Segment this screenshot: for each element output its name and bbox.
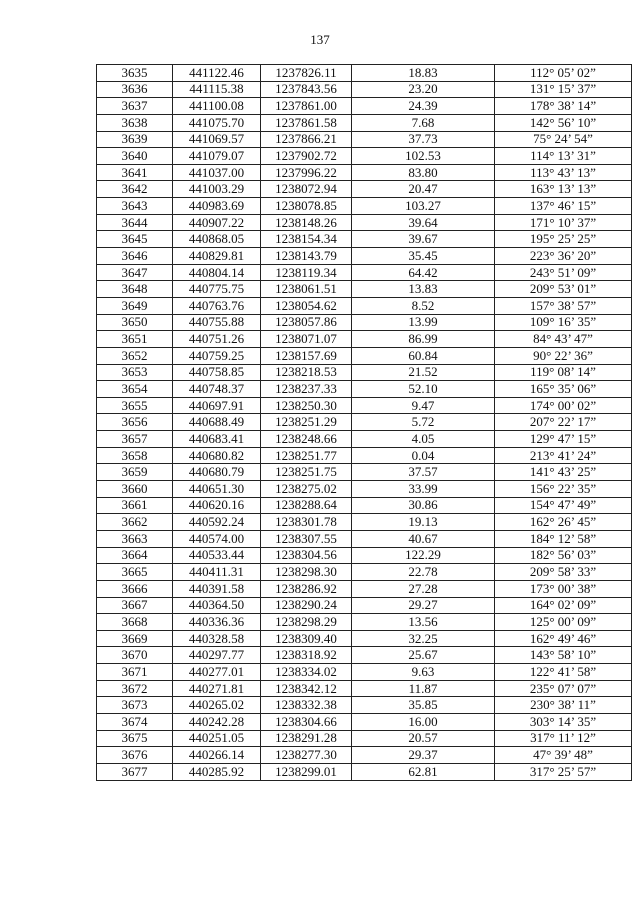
point-number-cell: 3635 <box>97 65 173 82</box>
point-number-cell: 3641 <box>97 164 173 181</box>
table-row <box>97 65 632 82</box>
table-row <box>97 148 632 165</box>
bearing-cell: 182° 56’ 03” <box>495 547 632 564</box>
bearing-cell: 230° 38’ 11” <box>495 697 632 714</box>
table-row <box>97 381 632 398</box>
bearing-cell: 171° 10’ 37” <box>495 214 632 231</box>
table-row <box>97 514 632 531</box>
distance-cell: 122.29 <box>352 547 495 564</box>
table-row <box>97 680 632 697</box>
distance-cell: 33.99 <box>352 481 495 498</box>
y-coordinate-cell: 1237996.22 <box>261 164 352 181</box>
point-number-cell: 3648 <box>97 281 173 298</box>
table-row <box>97 114 632 131</box>
bearing-cell: 243° 51’ 09” <box>495 264 632 281</box>
table-row <box>97 713 632 730</box>
distance-cell: 60.84 <box>352 347 495 364</box>
distance-cell: 52.10 <box>352 381 495 398</box>
x-coordinate-cell: 441037.00 <box>173 164 261 181</box>
distance-cell: 11.87 <box>352 680 495 697</box>
distance-cell: 103.27 <box>352 198 495 215</box>
table-row <box>97 397 632 414</box>
point-number-cell: 3671 <box>97 664 173 681</box>
y-coordinate-cell: 1238304.56 <box>261 547 352 564</box>
point-number-cell: 3643 <box>97 198 173 215</box>
distance-cell: 39.67 <box>352 231 495 248</box>
y-coordinate-cell: 1238275.02 <box>261 481 352 498</box>
point-number-cell: 3650 <box>97 314 173 331</box>
point-number-cell: 3636 <box>97 81 173 98</box>
point-number-cell: 3654 <box>97 381 173 398</box>
x-coordinate-cell: 441115.38 <box>173 81 261 98</box>
bearing-cell: 122° 41’ 58” <box>495 664 632 681</box>
x-coordinate-cell: 441122.46 <box>173 65 261 82</box>
bearing-cell: 154° 47’ 49” <box>495 497 632 514</box>
bearing-cell: 125° 00’ 09” <box>495 614 632 631</box>
y-coordinate-cell: 1238277.30 <box>261 747 352 764</box>
bearing-cell: 235° 07’ 07” <box>495 680 632 697</box>
y-coordinate-cell: 1238237.33 <box>261 381 352 398</box>
distance-cell: 20.57 <box>352 730 495 747</box>
x-coordinate-cell: 441075.70 <box>173 114 261 131</box>
bearing-cell: 303° 14’ 35” <box>495 713 632 730</box>
bearing-cell: 162° 49’ 46” <box>495 630 632 647</box>
y-coordinate-cell: 1238307.55 <box>261 530 352 547</box>
table-row <box>97 297 632 314</box>
point-number-cell: 3647 <box>97 264 173 281</box>
point-number-cell: 3653 <box>97 364 173 381</box>
x-coordinate-cell: 440297.77 <box>173 647 261 664</box>
table-row <box>97 763 632 780</box>
table-row <box>97 647 632 664</box>
y-coordinate-cell: 1238072.94 <box>261 181 352 198</box>
bearing-cell: 209° 53’ 01” <box>495 281 632 298</box>
bearing-cell: 114° 13’ 31” <box>495 148 632 165</box>
distance-cell: 19.13 <box>352 514 495 531</box>
x-coordinate-cell: 440755.88 <box>173 314 261 331</box>
y-coordinate-cell: 1238291.28 <box>261 730 352 747</box>
point-number-cell: 3673 <box>97 697 173 714</box>
point-number-cell: 3646 <box>97 248 173 265</box>
point-number-cell: 3669 <box>97 630 173 647</box>
y-coordinate-cell: 1238154.34 <box>261 231 352 248</box>
distance-cell: 37.57 <box>352 464 495 481</box>
distance-cell: 102.53 <box>352 148 495 165</box>
table-row <box>97 447 632 464</box>
distance-cell: 5.72 <box>352 414 495 431</box>
table-row <box>97 747 632 764</box>
bearing-cell: 47° 39’ 48” <box>495 747 632 764</box>
bearing-cell: 129° 47’ 15” <box>495 431 632 448</box>
coordinate-table <box>96 64 632 781</box>
y-coordinate-cell: 1237902.72 <box>261 148 352 165</box>
x-coordinate-cell: 440242.28 <box>173 713 261 730</box>
y-coordinate-cell: 1238071.07 <box>261 331 352 348</box>
table-row <box>97 81 632 98</box>
x-coordinate-cell: 440411.31 <box>173 564 261 581</box>
coordinate-table-body <box>97 65 632 781</box>
table-row <box>97 131 632 148</box>
bearing-cell: 142° 56’ 10” <box>495 114 632 131</box>
x-coordinate-cell: 440651.30 <box>173 481 261 498</box>
bearing-cell: 156° 22’ 35” <box>495 481 632 498</box>
point-number-cell: 3658 <box>97 447 173 464</box>
y-coordinate-cell: 1238251.77 <box>261 447 352 464</box>
distance-cell: 23.20 <box>352 81 495 98</box>
table-row <box>97 281 632 298</box>
table-row <box>97 314 632 331</box>
x-coordinate-cell: 440265.02 <box>173 697 261 714</box>
point-number-cell: 3661 <box>97 497 173 514</box>
distance-cell: 4.05 <box>352 431 495 448</box>
x-coordinate-cell: 440251.05 <box>173 730 261 747</box>
distance-cell: 21.52 <box>352 364 495 381</box>
x-coordinate-cell: 440574.00 <box>173 530 261 547</box>
table-row <box>97 497 632 514</box>
y-coordinate-cell: 1238248.66 <box>261 431 352 448</box>
table-row <box>97 347 632 364</box>
x-coordinate-cell: 441100.08 <box>173 98 261 115</box>
y-coordinate-cell: 1238286.92 <box>261 580 352 597</box>
point-number-cell: 3664 <box>97 547 173 564</box>
distance-cell: 13.56 <box>352 614 495 631</box>
bearing-cell: 163° 13’ 13” <box>495 181 632 198</box>
y-coordinate-cell: 1237843.56 <box>261 81 352 98</box>
point-number-cell: 3668 <box>97 614 173 631</box>
bearing-cell: 213° 41’ 24” <box>495 447 632 464</box>
point-number-cell: 3677 <box>97 763 173 780</box>
table-row <box>97 730 632 747</box>
point-number-cell: 3649 <box>97 297 173 314</box>
y-coordinate-cell: 1238143.79 <box>261 248 352 265</box>
distance-cell: 86.99 <box>352 331 495 348</box>
x-coordinate-cell: 440983.69 <box>173 198 261 215</box>
y-coordinate-cell: 1238251.29 <box>261 414 352 431</box>
y-coordinate-cell: 1238309.40 <box>261 630 352 647</box>
x-coordinate-cell: 441079.07 <box>173 148 261 165</box>
distance-cell: 13.83 <box>352 281 495 298</box>
distance-cell: 64.42 <box>352 264 495 281</box>
x-coordinate-cell: 440680.79 <box>173 464 261 481</box>
distance-cell: 32.25 <box>352 630 495 647</box>
table-row <box>97 248 632 265</box>
y-coordinate-cell: 1238078.85 <box>261 198 352 215</box>
distance-cell: 29.37 <box>352 747 495 764</box>
distance-cell: 29.27 <box>352 597 495 614</box>
y-coordinate-cell: 1238157.69 <box>261 347 352 364</box>
point-number-cell: 3675 <box>97 730 173 747</box>
x-coordinate-cell: 440748.37 <box>173 381 261 398</box>
table-row <box>97 614 632 631</box>
bearing-cell: 207° 22’ 17” <box>495 414 632 431</box>
point-number-cell: 3663 <box>97 530 173 547</box>
x-coordinate-cell: 440775.75 <box>173 281 261 298</box>
bearing-cell: 112° 05’ 02” <box>495 65 632 82</box>
point-number-cell: 3645 <box>97 231 173 248</box>
table-row <box>97 98 632 115</box>
x-coordinate-cell: 440907.22 <box>173 214 261 231</box>
y-coordinate-cell: 1237866.21 <box>261 131 352 148</box>
table-row <box>97 164 632 181</box>
point-number-cell: 3665 <box>97 564 173 581</box>
bearing-cell: 209° 58’ 33” <box>495 564 632 581</box>
y-coordinate-cell: 1238304.66 <box>261 713 352 730</box>
x-coordinate-cell: 440751.26 <box>173 331 261 348</box>
bearing-cell: 164° 02’ 09” <box>495 597 632 614</box>
x-coordinate-cell: 440328.58 <box>173 630 261 647</box>
x-coordinate-cell: 440277.01 <box>173 664 261 681</box>
y-coordinate-cell: 1238218.53 <box>261 364 352 381</box>
distance-cell: 40.67 <box>352 530 495 547</box>
x-coordinate-cell: 440364.50 <box>173 597 261 614</box>
x-coordinate-cell: 440533.44 <box>173 547 261 564</box>
y-coordinate-cell: 1238318.92 <box>261 647 352 664</box>
bearing-cell: 184° 12’ 58” <box>495 530 632 547</box>
bearing-cell: 137° 46’ 15” <box>495 198 632 215</box>
point-number-cell: 3640 <box>97 148 173 165</box>
table-row <box>97 231 632 248</box>
bearing-cell: 119° 08’ 14” <box>495 364 632 381</box>
bearing-cell: 90° 22’ 36” <box>495 347 632 364</box>
table-row <box>97 530 632 547</box>
distance-cell: 9.47 <box>352 397 495 414</box>
y-coordinate-cell: 1237861.58 <box>261 114 352 131</box>
distance-cell: 22.78 <box>352 564 495 581</box>
bearing-cell: 178° 38’ 14” <box>495 98 632 115</box>
x-coordinate-cell: 440683.41 <box>173 431 261 448</box>
x-coordinate-cell: 440620.16 <box>173 497 261 514</box>
x-coordinate-cell: 440688.49 <box>173 414 261 431</box>
bearing-cell: 75° 24’ 54” <box>495 131 632 148</box>
y-coordinate-cell: 1238332.38 <box>261 697 352 714</box>
distance-cell: 35.45 <box>352 248 495 265</box>
y-coordinate-cell: 1238061.51 <box>261 281 352 298</box>
table-row <box>97 481 632 498</box>
distance-cell: 37.73 <box>352 131 495 148</box>
point-number-cell: 3660 <box>97 481 173 498</box>
y-coordinate-cell: 1238054.62 <box>261 297 352 314</box>
distance-cell: 35.85 <box>352 697 495 714</box>
point-number-cell: 3644 <box>97 214 173 231</box>
y-coordinate-cell: 1238250.30 <box>261 397 352 414</box>
distance-cell: 83.80 <box>352 164 495 181</box>
bearing-cell: 195° 25’ 25” <box>495 231 632 248</box>
bearing-cell: 141° 43’ 25” <box>495 464 632 481</box>
table-row <box>97 264 632 281</box>
x-coordinate-cell: 441003.29 <box>173 181 261 198</box>
y-coordinate-cell: 1237861.00 <box>261 98 352 115</box>
table-row <box>97 331 632 348</box>
distance-cell: 30.86 <box>352 497 495 514</box>
x-coordinate-cell: 440266.14 <box>173 747 261 764</box>
table-row <box>97 198 632 215</box>
distance-cell: 62.81 <box>352 763 495 780</box>
y-coordinate-cell: 1238251.75 <box>261 464 352 481</box>
point-number-cell: 3662 <box>97 514 173 531</box>
y-coordinate-cell: 1238298.30 <box>261 564 352 581</box>
x-coordinate-cell: 440868.05 <box>173 231 261 248</box>
point-number-cell: 3638 <box>97 114 173 131</box>
distance-cell: 7.68 <box>352 114 495 131</box>
point-number-cell: 3674 <box>97 713 173 730</box>
bearing-cell: 157° 38’ 57” <box>495 297 632 314</box>
table-row <box>97 580 632 597</box>
table-row <box>97 597 632 614</box>
bearing-cell: 165° 35’ 06” <box>495 381 632 398</box>
table-row <box>97 547 632 564</box>
y-coordinate-cell: 1238342.12 <box>261 680 352 697</box>
bearing-cell: 143° 58’ 10” <box>495 647 632 664</box>
point-number-cell: 3657 <box>97 431 173 448</box>
x-coordinate-cell: 440763.76 <box>173 297 261 314</box>
point-number-cell: 3639 <box>97 131 173 148</box>
point-number-cell: 3670 <box>97 647 173 664</box>
distance-cell: 39.64 <box>352 214 495 231</box>
x-coordinate-cell: 440285.92 <box>173 763 261 780</box>
y-coordinate-cell: 1238119.34 <box>261 264 352 281</box>
y-coordinate-cell: 1238334.02 <box>261 664 352 681</box>
table-row <box>97 414 632 431</box>
point-number-cell: 3659 <box>97 464 173 481</box>
table-row <box>97 181 632 198</box>
bearing-cell: 173° 00’ 38” <box>495 580 632 597</box>
x-coordinate-cell: 440336.36 <box>173 614 261 631</box>
y-coordinate-cell: 1238298.29 <box>261 614 352 631</box>
y-coordinate-cell: 1238299.01 <box>261 763 352 780</box>
bearing-cell: 223° 36’ 20” <box>495 248 632 265</box>
x-coordinate-cell: 441069.57 <box>173 131 261 148</box>
page-number: 137 <box>310 32 330 47</box>
distance-cell: 13.99 <box>352 314 495 331</box>
point-number-cell: 3651 <box>97 331 173 348</box>
point-number-cell: 3637 <box>97 98 173 115</box>
point-number-cell: 3656 <box>97 414 173 431</box>
y-coordinate-cell: 1238301.78 <box>261 514 352 531</box>
x-coordinate-cell: 440804.14 <box>173 264 261 281</box>
x-coordinate-cell: 440697.91 <box>173 397 261 414</box>
bearing-cell: 174° 00’ 02” <box>495 397 632 414</box>
y-coordinate-cell: 1237826.11 <box>261 65 352 82</box>
distance-cell: 18.83 <box>352 65 495 82</box>
distance-cell: 0.04 <box>352 447 495 464</box>
bearing-cell: 317° 25’ 57” <box>495 763 632 780</box>
point-number-cell: 3666 <box>97 580 173 597</box>
x-coordinate-cell: 440271.81 <box>173 680 261 697</box>
x-coordinate-cell: 440758.85 <box>173 364 261 381</box>
bearing-cell: 113° 43’ 13” <box>495 164 632 181</box>
distance-cell: 20.47 <box>352 181 495 198</box>
x-coordinate-cell: 440391.58 <box>173 580 261 597</box>
y-coordinate-cell: 1238148.26 <box>261 214 352 231</box>
y-coordinate-cell: 1238290.24 <box>261 597 352 614</box>
table-row <box>97 664 632 681</box>
table-row <box>97 214 632 231</box>
x-coordinate-cell: 440759.25 <box>173 347 261 364</box>
table-row <box>97 364 632 381</box>
table-row <box>97 464 632 481</box>
y-coordinate-cell: 1238288.64 <box>261 497 352 514</box>
table-row <box>97 431 632 448</box>
distance-cell: 27.28 <box>352 580 495 597</box>
bearing-cell: 84° 43’ 47” <box>495 331 632 348</box>
bearing-cell: 162° 26’ 45” <box>495 514 632 531</box>
table-row <box>97 564 632 581</box>
y-coordinate-cell: 1238057.86 <box>261 314 352 331</box>
distance-cell: 24.39 <box>352 98 495 115</box>
distance-cell: 9.63 <box>352 664 495 681</box>
table-row <box>97 630 632 647</box>
point-number-cell: 3655 <box>97 397 173 414</box>
x-coordinate-cell: 440829.81 <box>173 248 261 265</box>
bearing-cell: 131° 15’ 37” <box>495 81 632 98</box>
distance-cell: 25.67 <box>352 647 495 664</box>
distance-cell: 16.00 <box>352 713 495 730</box>
bearing-cell: 317° 11’ 12” <box>495 730 632 747</box>
distance-cell: 8.52 <box>352 297 495 314</box>
bearing-cell: 109° 16’ 35” <box>495 314 632 331</box>
x-coordinate-cell: 440680.82 <box>173 447 261 464</box>
x-coordinate-cell: 440592.24 <box>173 514 261 531</box>
point-number-cell: 3642 <box>97 181 173 198</box>
point-number-cell: 3667 <box>97 597 173 614</box>
point-number-cell: 3672 <box>97 680 173 697</box>
table-row <box>97 697 632 714</box>
point-number-cell: 3676 <box>97 747 173 764</box>
point-number-cell: 3652 <box>97 347 173 364</box>
